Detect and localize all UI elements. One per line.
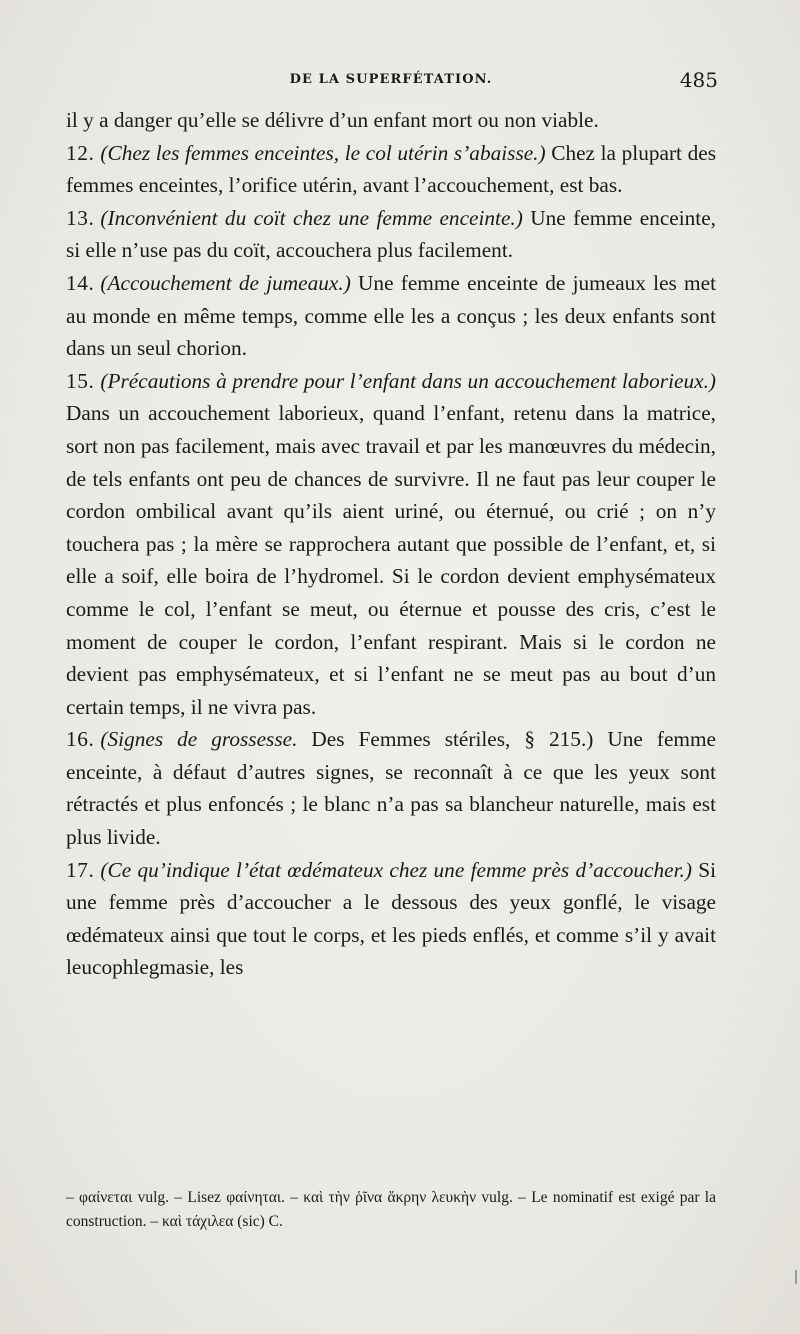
paragraph-continuation — [66, 104, 716, 137]
paragraph-text: Une femme enceinte de jumeaux les met au monde en même temps, comme elle les a conçus ; les deux enfants sont dans un seul chorion. — [66, 270, 716, 361]
paragraph-text: Une femme enceinte, à défaut d’autres signes, se reconnaît à ce que les yeux sont rétractés et plus enfoncés ; le blanc n’a pas sa blancheur naturelle, mais est plus livide. — [66, 727, 716, 850]
paragraph-text: Si une femme près d’accoucher a le dessous des yeux gonflé, le visage œdémateux ainsi que tout le corps, et les pieds enflés, et comme s’il y avait leucophlegmasie, les — [66, 857, 716, 980]
paragraph-text: il y a danger qu’elle se délivre d’un enfant mort ou non viable. — [66, 108, 599, 132]
paragraph-number: 16. — [66, 727, 95, 752]
paragraph-13 — [66, 202, 716, 267]
paragraph-rubric: (Inconvénient du coït chez une femme enceinte.) — [100, 205, 523, 230]
paragraph-16 — [66, 723, 716, 853]
paragraph-number: 12. — [66, 140, 95, 165]
paragraph-number: 17. — [66, 857, 95, 882]
paragraph-rubric: (Précautions à prendre pour l’enfant dans un accouchement laborieux.) — [100, 368, 716, 393]
paragraph-text: Une femme enceinte, si elle n’use pas du coït, accouchera plus facilement. — [66, 205, 716, 263]
paragraph-text: Dans un accouchement laborieux, quand l’enfant, retenu dans la matrice, sort non pas facilement, mais avec travail et par les manœuvres du médecin, de tels enfants ont peu de chances de survivre. Il ne faut pas leur couper le cordon ombilical avant qu’ils aient uriné, ou éternué, ou crié ; on n’y touchera pas ; la mère se rapprochera autant que possible de l’enfant, et, si elle a soif, elle boira de l’hydromel. Si le cordon devient emphysémateux comme le col, l’enfant se meut, ou éternue et pousse des cris, c’est le moment de couper le cordon, l’enfant respirant. Mais si le cordon ne devient pas emphysémateux, et si l’enfant ne se meut pas au bout d’un certain temps, il ne vivra pas. — [66, 401, 716, 719]
paragraph-rubric: (Signes de grossesse. Des Femmes stériles, § 215.) — [100, 727, 594, 752]
paragraph-text: Chez la plupart des femmes enceintes, l’orifice utérin, avant l’accouchement, est bas. — [66, 140, 717, 198]
paragraph-17 — [66, 854, 716, 984]
page-number: 485 — [679, 68, 718, 92]
paragraph-number: 13. — [66, 205, 95, 230]
footnote — [66, 1186, 716, 1234]
paragraph-14 — [66, 267, 716, 365]
paragraph-15 — [66, 365, 716, 724]
paragraph-rubric: (Ce qu’indique l’état œdémateux chez une femme près d’accoucher.) — [100, 857, 692, 882]
main-text — [66, 104, 716, 984]
running-title: DE LA SUPERFÉTATION. — [289, 72, 493, 87]
paragraph-number: 15. — [66, 368, 95, 393]
paragraph-rubric: (Chez les femmes enceintes, le col utérin s’abaisse.) — [100, 140, 546, 165]
running-head — [66, 68, 718, 98]
paragraph-12 — [66, 137, 716, 202]
footnote-text: – φαίνεται vulg. – Lisez φαίνηται. – καὶ τὴν ῥῖνα ἄκρην λευκὴν vulg. – Le nominatif est exigé par la construction. – καὶ τάχιλεα (sic) C. — [66, 1189, 716, 1230]
paragraph-number: 14. — [66, 270, 95, 295]
paragraph-rubric: (Accouchement de jumeaux.) — [100, 270, 351, 295]
page-edge-mark — [795, 1270, 797, 1284]
